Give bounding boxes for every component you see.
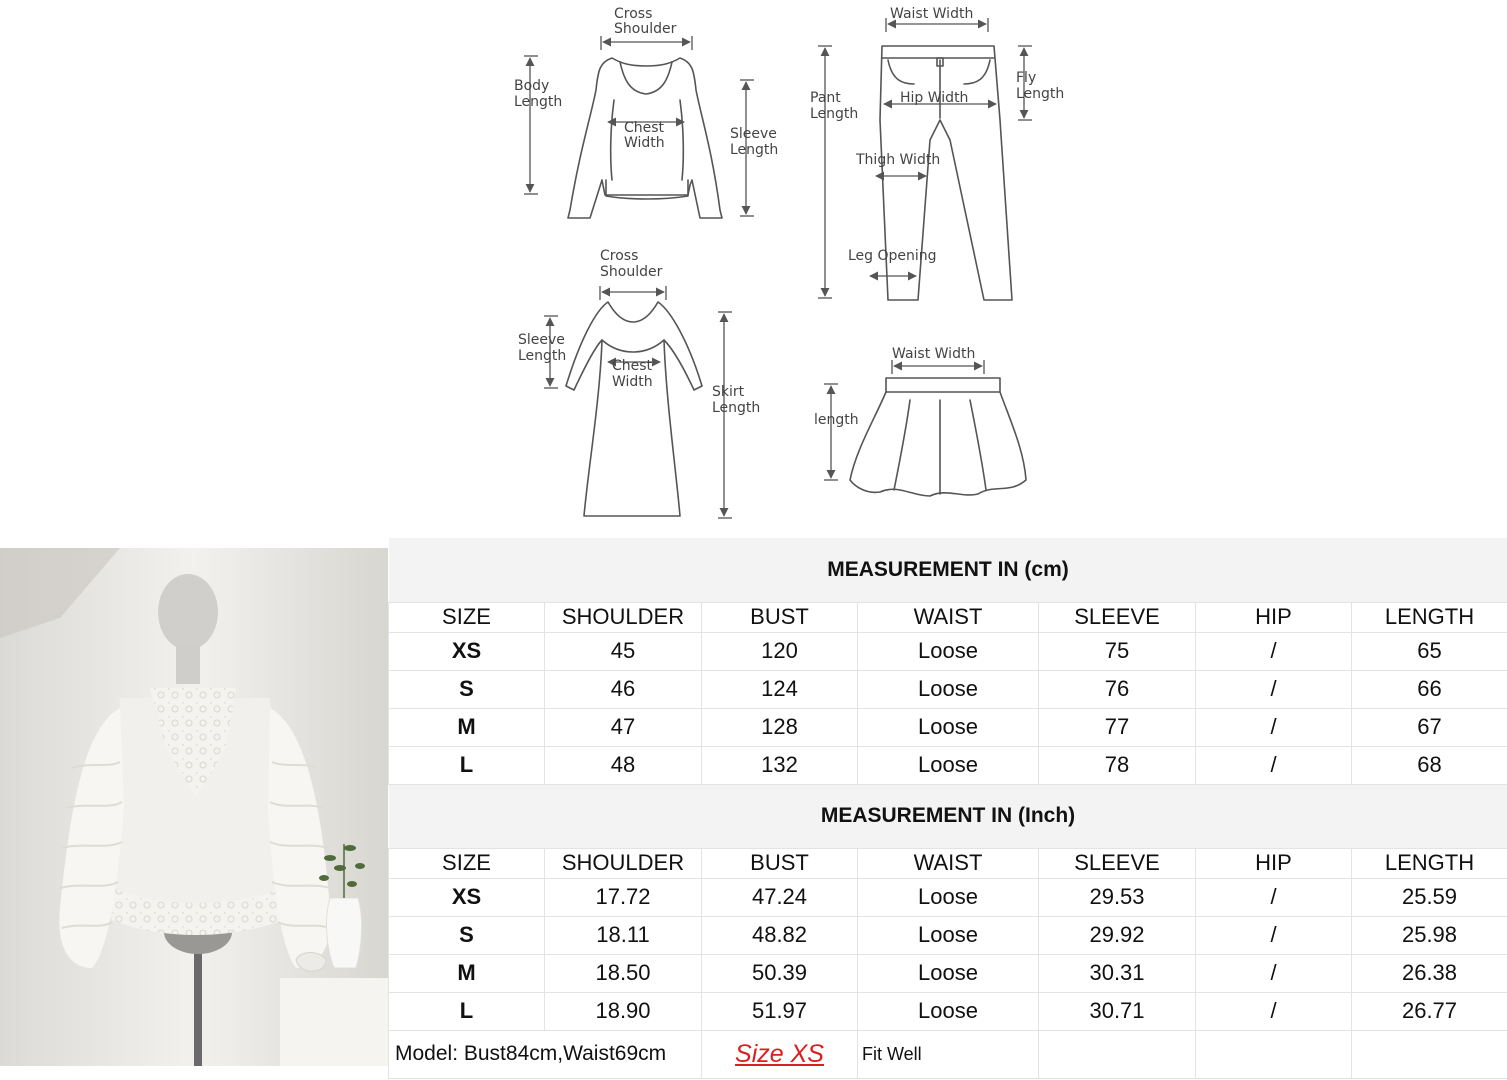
table-cell: Loose: [858, 954, 1039, 992]
table-cell: 120: [702, 632, 858, 670]
table-row: [389, 992, 1507, 1030]
size-cell: L: [389, 992, 545, 1030]
inch-header-row: [389, 848, 1507, 878]
table-cell: 26.77: [1352, 992, 1507, 1030]
table-cell: 68: [1352, 746, 1507, 784]
table-cell: 132: [702, 746, 858, 784]
table-cell: /: [1196, 878, 1352, 916]
dress-cross-shoulder-label-1: Cross: [600, 248, 639, 264]
table-cell: 46: [545, 670, 702, 708]
dress-sketch: [544, 286, 732, 518]
column-header: SLEEVE: [1039, 848, 1196, 878]
size-cell: XS: [389, 632, 545, 670]
dress-sleeve-length-label-1: Sleeve: [518, 332, 565, 348]
table-cell: 17.72: [545, 878, 702, 916]
table-cell: 47: [545, 708, 702, 746]
table-cell: 30.71: [1039, 992, 1196, 1030]
table-cell: 77: [1039, 708, 1196, 746]
table-cell: Loose: [858, 708, 1039, 746]
dress-cross-shoulder-label-2: Shoulder: [600, 264, 663, 280]
dress-chest-width-label-1: Chest: [612, 358, 653, 374]
top-chest-width-label-1: Chest: [624, 120, 665, 136]
table-cell: Loose: [858, 878, 1039, 916]
column-header: BUST: [702, 848, 858, 878]
table-row: [389, 954, 1507, 992]
model-fit: Fit Well: [858, 1030, 1039, 1078]
table-row: [389, 708, 1507, 746]
pants-waist-width-label: Waist Width: [890, 6, 974, 22]
table-row: [389, 746, 1507, 784]
size-cell: L: [389, 746, 545, 784]
table-cell: 75: [1039, 632, 1196, 670]
pants-thigh-width-label: Thigh Width: [856, 152, 941, 168]
model-info-row: [389, 1030, 1507, 1078]
dress-sleeve-length-label-2: Length: [518, 348, 567, 364]
empty-cell: [1039, 1030, 1196, 1078]
table-cell: /: [1196, 992, 1352, 1030]
table-cell: 51.97: [702, 992, 858, 1030]
column-header: SIZE: [389, 602, 545, 632]
size-chart: [388, 538, 1507, 1078]
model-measurements: Model: Bust84cm,Waist69cm: [389, 1030, 702, 1078]
table-cell: /: [1196, 670, 1352, 708]
table-cell: 25.59: [1352, 878, 1507, 916]
table-cell: 29.53: [1039, 878, 1196, 916]
top-cross-shoulder-label-1: Cross: [614, 6, 653, 22]
table-cell: 124: [702, 670, 858, 708]
table-cell: /: [1196, 708, 1352, 746]
table-cell: Loose: [858, 992, 1039, 1030]
pants-fly-length-label-2: Length: [1016, 86, 1065, 102]
mannequin-blouse-image: [0, 548, 388, 1066]
size-cell: M: [389, 954, 545, 992]
skirt-sketch: [824, 360, 1026, 496]
top-chest-width-label-2: Width: [624, 135, 665, 151]
table-cell: 25.98: [1352, 916, 1507, 954]
inch-title-row: [389, 784, 1507, 848]
table-cell: Loose: [858, 916, 1039, 954]
empty-cell: [1196, 1030, 1352, 1078]
table-cell: 50.39: [702, 954, 858, 992]
cm-header-row: [389, 602, 1507, 632]
table-cell: Loose: [858, 632, 1039, 670]
top-body-length-label-2: Length: [514, 94, 563, 110]
measurement-diagram: [0, 0, 1507, 538]
pants-hip-width-label: Hip Width: [900, 90, 969, 106]
product-photo: [0, 548, 388, 1066]
skirt-waist-width-label: Waist Width: [892, 346, 976, 362]
inch-title: MEASUREMENT IN (Inch): [389, 784, 1507, 848]
table-cell: 48: [545, 746, 702, 784]
table-cell: 66: [1352, 670, 1507, 708]
table-cell: 78: [1039, 746, 1196, 784]
table-cell: /: [1196, 954, 1352, 992]
table-row: [389, 916, 1507, 954]
table-cell: 76: [1039, 670, 1196, 708]
column-header: SLEEVE: [1039, 602, 1196, 632]
table-row: [389, 670, 1507, 708]
cm-title: MEASUREMENT IN (cm): [389, 538, 1507, 602]
table-cell: 26.38: [1352, 954, 1507, 992]
table-cell: 29.92: [1039, 916, 1196, 954]
table-cell: 65: [1352, 632, 1507, 670]
table-cell: Loose: [858, 670, 1039, 708]
size-cell: M: [389, 708, 545, 746]
size-cell: S: [389, 670, 545, 708]
top-body-length-label-1: Body: [514, 78, 550, 94]
column-header: BUST: [702, 602, 858, 632]
dress-skirt-length-label-1: Skirt: [712, 384, 745, 400]
top-cross-shoulder-label-2: Shoulder: [614, 21, 677, 37]
table-cell: Loose: [858, 746, 1039, 784]
table-cell: 30.31: [1039, 954, 1196, 992]
table-row: [389, 878, 1507, 916]
pants-fly-length-label-1: Fly: [1016, 70, 1037, 86]
table-cell: /: [1196, 632, 1352, 670]
column-header: WAIST: [858, 848, 1039, 878]
dress-chest-width-label-2: Width: [612, 374, 653, 390]
model-size: [702, 1030, 858, 1078]
column-header: HIP: [1196, 602, 1352, 632]
table-cell: 18.90: [545, 992, 702, 1030]
pants-pant-length-label-1: Pant: [810, 90, 841, 106]
column-header: LENGTH: [1352, 848, 1507, 878]
top-sleeve-length-label-1: Sleeve: [730, 126, 777, 142]
column-header: SIZE: [389, 848, 545, 878]
dress-skirt-length-label-2: Length: [712, 400, 761, 416]
pants-pant-length-label-2: Length: [810, 106, 859, 122]
table-cell: /: [1196, 746, 1352, 784]
table-cell: 67: [1352, 708, 1507, 746]
column-header: SHOULDER: [545, 602, 702, 632]
skirt-length-label: length: [814, 412, 859, 428]
table-cell: 48.82: [702, 916, 858, 954]
table-row: [389, 632, 1507, 670]
pants-leg-opening-label: Leg Opening: [848, 248, 937, 264]
model-size-label: Size XS: [735, 1039, 824, 1068]
cm-title-row: [389, 538, 1507, 602]
column-header: HIP: [1196, 848, 1352, 878]
table-cell: 45: [545, 632, 702, 670]
table-cell: 47.24: [702, 878, 858, 916]
table-cell: /: [1196, 916, 1352, 954]
garment-sketches: [0, 0, 1507, 538]
table-cell: 18.50: [545, 954, 702, 992]
table-cell: 18.11: [545, 916, 702, 954]
size-cell: S: [389, 916, 545, 954]
empty-cell: [1352, 1030, 1507, 1078]
column-header: SHOULDER: [545, 848, 702, 878]
column-header: LENGTH: [1352, 602, 1507, 632]
size-cell: XS: [389, 878, 545, 916]
column-header: WAIST: [858, 602, 1039, 632]
size-table: [388, 538, 1507, 1079]
table-cell: 128: [702, 708, 858, 746]
top-sleeve-length-label-2: Length: [730, 142, 779, 158]
